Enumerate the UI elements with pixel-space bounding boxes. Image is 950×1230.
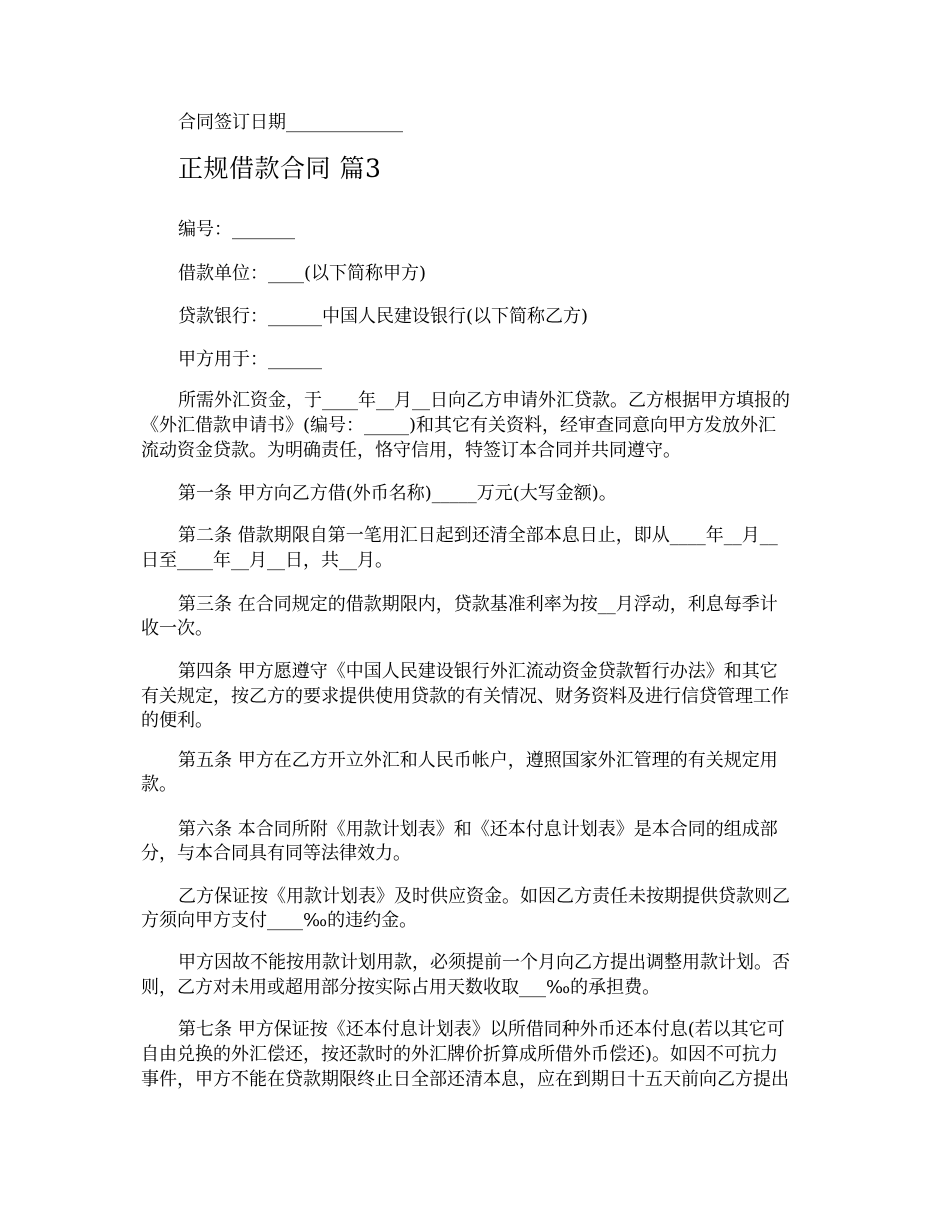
article-6-line-1: 第六条 本合同所附《用款计划表》和《还本付息计划表》是本合同的组成部 [178,819,778,840]
article-2-line-1: 第二条 借款期限自第一笔用汇日起到还清全部本息日止，即从____年__月__ [178,525,778,546]
borrower-adjustment-line-1: 甲方因故不能按用款计划用款，必须提前一个月向乙方提出调整用款计划。否 [178,952,790,973]
article-5-line-1: 第五条 甲方在乙方开立外汇和人民币帐户，遵照国家外汇管理的有关规定用 [178,750,778,771]
article-1-line-1: 第一条 甲方向乙方借(外币名称)_____万元(大写金额)。 [178,483,617,504]
article-4-line-1: 第四条 甲方愿遵守《中国人民建设银行外汇流动资金贷款暂行办法》和其它 [178,661,778,682]
article-3-line-1: 第三条 在合同规定的借款期限内，贷款基准利率为按__月浮动，利息每季计 [178,594,778,615]
article-7-line-1: 第七条 甲方保证按《还本付息计划表》以所借同种外币还本付息(若以其它可 [178,1019,785,1040]
page-title: 正规借款合同 篇3 [178,154,382,183]
sign-date-line: 合同签订日期_____________ [178,112,403,133]
intro-line-3: 流动资金贷款。为明确责任，恪守信用，特签订本合同并共同遵守。 [141,440,681,461]
intro-line-2: 《外汇借款申请书》(编号：_____)和其它有关资料，经审查同意向甲方发放外汇 [141,415,777,436]
article-6-line-2: 分，与本合同具有同等法律效力。 [141,843,411,864]
bank-obligation-line-2: 方须向甲方支付____‰的违约金。 [141,910,418,931]
borrower-adjustment-line-2: 则，乙方对未用或超用部分按实际占用天数收取___‰的承担费。 [141,977,661,998]
intro-line-1: 所需外汇资金，于____年__月__日向乙方申请外汇贷款。乙方根据甲方填报的 [178,390,790,411]
bank-line: 贷款银行：______中国人民建设银行(以下简称乙方) [178,306,589,327]
article-4-line-2: 有关规定，按乙方的要求提供使用贷款的有关情况、财务资料及进行信贷管理工作 [141,686,789,707]
article-7-line-2: 自由兑换的外汇偿还，按还款时的外汇牌价折算成所借外币偿还)。如因不可抗力 [141,1044,779,1065]
contract-number-line: 编号：_______ [178,219,295,240]
article-7-line-3: 事件，甲方不能在贷款期限终止日全部还清本息，应在到期日十五天前向乙方提出 [141,1069,789,1090]
bank-obligation-line-1: 乙方保证按《用款计划表》及时供应资金。如因乙方责任未按期提供贷款则乙 [178,886,790,907]
purpose-line: 甲方用于：______ [178,349,322,370]
article-4-line-3: 的便利。 [141,710,213,731]
article-3-line-2: 收一次。 [141,618,213,639]
article-2-line-2: 日至____年__月__日，共__月。 [141,550,393,571]
borrower-line: 借款单位：____(以下简称甲方) [178,263,427,284]
article-5-line-2: 款。 [141,774,177,795]
